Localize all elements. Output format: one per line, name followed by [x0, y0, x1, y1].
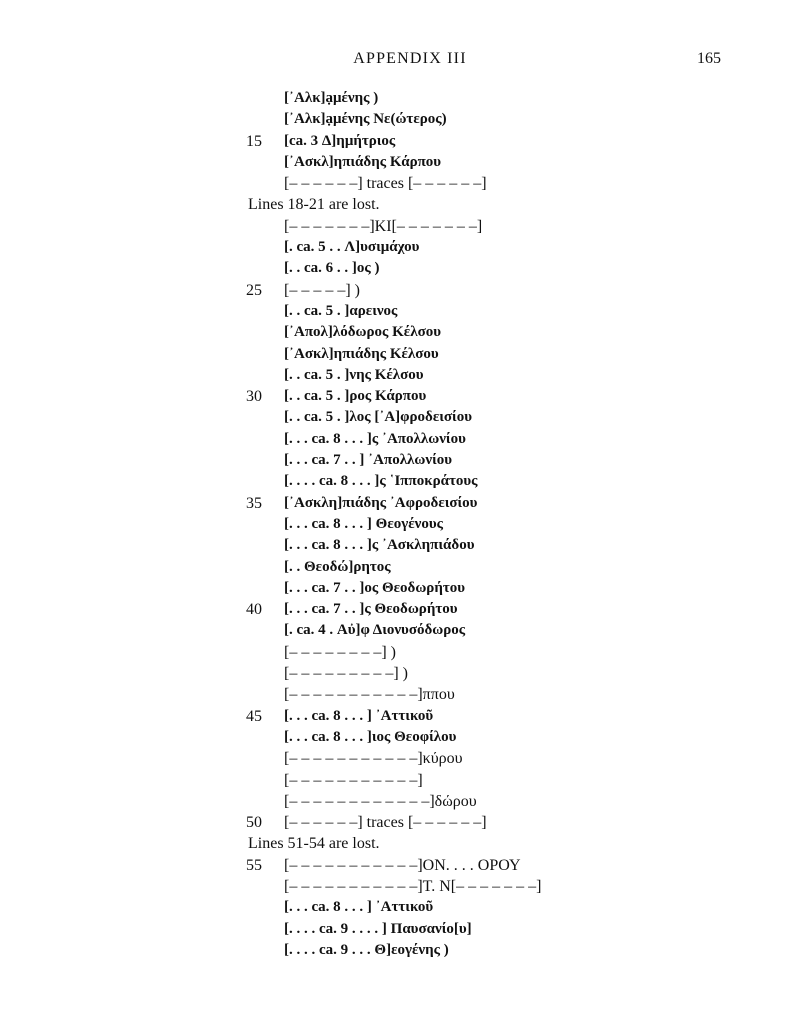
- inscription-line: [0, 216, 787, 237]
- inscription-line: [0, 109, 787, 130]
- inscription-line: [0, 748, 787, 769]
- line-text: [. . Θεοδώ]ρητος: [284, 558, 391, 575]
- line-number: 30: [246, 388, 262, 406]
- running-title: APPENDIX III: [353, 50, 467, 67]
- inscription-line: [0, 706, 787, 727]
- line-number: 40: [246, 601, 262, 619]
- line-number: 55: [246, 856, 262, 874]
- inscription-line: [0, 493, 787, 514]
- line-text: [᾽Απολ]λόδωρος Κέλσου: [284, 324, 442, 341]
- line-text: [. . . ca. 8 . . . ] ᾽Αττικοῦ: [284, 899, 434, 916]
- inscription-line: [0, 642, 787, 663]
- inscription-line: [0, 599, 787, 620]
- line-text: [– – – – –] ): [284, 281, 360, 299]
- inscription-line: [0, 897, 787, 918]
- inscription-line: [0, 770, 787, 791]
- inscription-line: [0, 301, 787, 322]
- line-text: [. . . ca. 7 . . ] ᾽Απολλωνίου: [284, 452, 453, 469]
- inscription-line: [0, 663, 787, 684]
- inscription-line: [0, 727, 787, 748]
- line-text: [. . ca. 6 . . ]ος ): [284, 260, 380, 277]
- line-text: [. . . ca. 7 . . ]ς Θεοδωρήτου: [284, 601, 458, 618]
- inscription-line: [0, 514, 787, 535]
- inscription-line: [0, 88, 787, 109]
- line-text: [. . . ca. 8 . . . ] Θεογένους: [284, 515, 443, 532]
- line-text: [– – – – – – – –] ): [284, 643, 396, 661]
- line-text: [– – – – – – – – – – –]: [284, 771, 423, 789]
- inscription-line: [0, 173, 787, 194]
- inscription-line: [0, 344, 787, 365]
- line-text: [– – – – – – – – –] ): [284, 665, 408, 683]
- line-text: [. . ca. 5 . ]νης Κέλσου: [284, 366, 424, 383]
- line-text: [. . . . ca. 8 . . . ]ς ῾Ιπποκράτους: [284, 473, 478, 490]
- line-text: [᾽Ασκλ]ηπιάδης Κάρπου: [284, 153, 442, 170]
- inscription-line: [0, 386, 787, 407]
- inscription-line: [0, 280, 787, 301]
- line-number: 45: [246, 707, 262, 725]
- line-text: [. . . . ca. 9 . . . . ] Παυσανίο[υ]: [284, 920, 472, 937]
- line-text: [. ca. 4 . Αὐ]φ Διονυσόδωρος: [284, 622, 466, 639]
- line-text: [᾽Ασκλ]ηπιάδης Κέλσου: [284, 345, 439, 362]
- inscription-line: [0, 620, 787, 641]
- inscription-line: [0, 429, 787, 450]
- line-text: [᾽Αλκ]ạμένης Νε(ώτερος): [284, 111, 447, 128]
- page-number: 165: [697, 50, 721, 67]
- line-text: [. . . ca. 8 . . . ]ιος Θεοφίλου: [284, 728, 457, 745]
- line-text: [– – – – – – – – – – –]ΟΝ. . . . ΟΡΟΥ: [284, 856, 521, 874]
- inscription-line: [0, 855, 787, 876]
- line-text: [. . . ca. 8 . . . ]ς ᾽Απολλωνίου: [284, 430, 466, 447]
- editorial-note: [0, 833, 787, 854]
- page-header: [0, 50, 787, 74]
- line-text: [᾽Ασκλη]πιάδης ᾽Αφροδεισίου: [284, 494, 478, 511]
- inscription-line: [0, 684, 787, 705]
- line-number: 25: [246, 281, 262, 299]
- inscription-line: [0, 131, 787, 152]
- inscription-line: [0, 919, 787, 940]
- inscription-line: [0, 471, 787, 492]
- line-text: [– – – – – –] traces [– – – – – –]: [284, 175, 487, 193]
- line-text: [. . ca. 5 . ]αρεινος: [284, 302, 398, 319]
- inscription-line: [0, 407, 787, 428]
- inscription-text: [0, 88, 787, 961]
- line-text: [– – – – – – – – – – – –]δώρου: [284, 792, 477, 810]
- inscription-line: [0, 940, 787, 961]
- line-text: [– – – – – – – – – – –]Τ. Ν[– – – – – – –]: [284, 877, 542, 895]
- line-text: [᾽Αλκ]ạμένης ): [284, 90, 379, 106]
- inscription-line: [0, 812, 787, 833]
- line-number: 15: [246, 132, 262, 150]
- inscription-line: [0, 322, 787, 343]
- line-text: [. . ca. 5 . ]ρος Κάρπου: [284, 388, 427, 405]
- line-text: [. ca. 5 . . Λ]υσιμάχου: [284, 239, 420, 256]
- line-text: [. . . ca. 8 . . . ] ᾽Αττικοῦ: [284, 707, 434, 724]
- inscription-line: [0, 152, 787, 173]
- line-text: Lines 51-54 are lost.: [248, 835, 380, 853]
- line-text: [– – – – – – – – – – –]κύρου: [284, 750, 463, 768]
- inscription-line: [0, 365, 787, 386]
- inscription-line: [0, 578, 787, 599]
- inscription-line: [0, 535, 787, 556]
- line-text: Lines 18-21 are lost.: [248, 196, 380, 214]
- inscription-line: [0, 557, 787, 578]
- inscription-line: [0, 258, 787, 279]
- line-text: [– – – – – –] traces [– – – – – –]: [284, 814, 487, 832]
- line-text: [– – – – – – – – – – –]ππου: [284, 686, 455, 704]
- line-text: [. . . ca. 8 . . . ]ς ᾽Ασκληπιάδου: [284, 537, 475, 554]
- inscription-line: [0, 791, 787, 812]
- line-text: [– – – – – – –]ΚΙ[– – – – – – –]: [284, 217, 483, 235]
- inscription-line: [0, 876, 787, 897]
- line-text: [. . . . ca. 9 . . . Θ]εογένης ): [284, 941, 449, 958]
- line-text: [. . . ca. 7 . . ]ος Θεοδωρήτου: [284, 579, 466, 596]
- inscription-line: [0, 450, 787, 471]
- line-text: [. . ca. 5 . ]λος [᾽Α]φροδεισίου: [284, 409, 472, 426]
- editorial-note: [0, 194, 787, 215]
- line-text: [ca. 3 Δ]ημήτριος: [284, 132, 396, 149]
- line-number: 50: [246, 814, 262, 832]
- inscription-line: [0, 237, 787, 258]
- line-number: 35: [246, 494, 262, 512]
